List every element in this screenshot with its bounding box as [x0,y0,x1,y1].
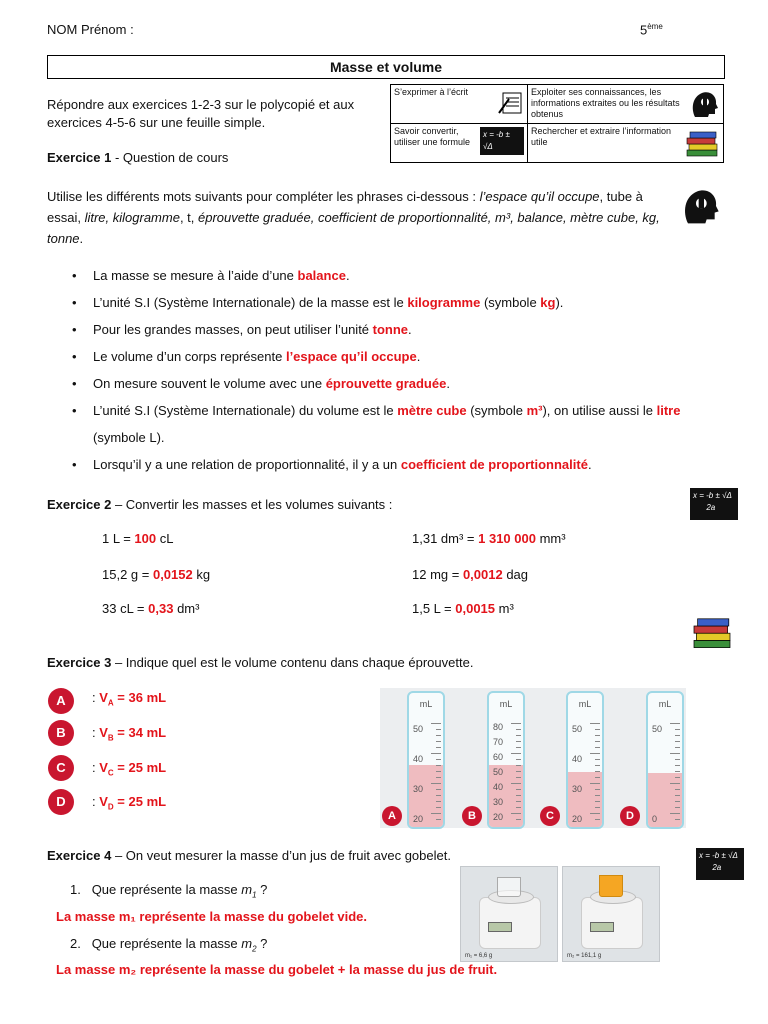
formula-icon: x = -b ± √Δ 2a [696,848,744,880]
graduation-tick [436,777,441,778]
ex1-heading [47,150,228,165]
scale [581,897,643,949]
graduation-tick [436,789,441,790]
graduation-tick [595,795,600,796]
intro-text: Répondre aux exercices 1-2-3 sur le polycopié et aux exercices 4-5-6 sur une feuille simple. [47,97,355,130]
ex1-instr-start: Utilise les différents mots suivants pour compléter les phrases ci-dessous : [47,189,480,204]
graduation-tick [516,759,521,760]
formula-icon: x = -b ± √Δ 2a [690,488,738,520]
graduation-tick [436,759,441,760]
graduation-tick [675,741,680,742]
graduation-tick [590,813,600,814]
ex4-answer-1: La masse m₁ représente la masse du gobelet vide. [56,909,368,924]
badge-c: C [48,755,74,781]
answer-c: : $V_C = 25$ mL [92,760,167,778]
graduation-tick [595,729,600,730]
graduation-tick [670,783,680,784]
graduation-tick [595,741,600,742]
skill-convert: Savoir convertir, utiliser une formule [394,126,471,147]
skill-writing: S’exprimer à l’écrit [394,87,469,97]
photo-empty-cup [460,866,558,962]
ex1-w3: litre, kilogramme [84,210,180,225]
skills-table [390,84,724,163]
graduation-tick [595,759,600,760]
formula-icon: x = -b ± √Δ 2a [480,127,524,155]
graduation-tick [595,771,600,772]
ex1-title: Exercice 1 [47,150,112,165]
thinking-head-icon [689,89,719,119]
graduation-tick [516,789,521,790]
graduation-tick [516,735,521,736]
graduation-tick [436,801,441,802]
ex3-heading [47,655,473,670]
graduation-tick [675,771,680,772]
photo-full-cup [562,866,660,962]
graduation-tick [670,723,680,724]
graduation-tick [675,759,680,760]
conversion-3: 15,2 g = 0,0152 kg [102,567,211,582]
graduation-tick [590,783,600,784]
books-icon [685,128,719,158]
cylinder-badge-c: C [540,806,560,826]
graduation-tick [436,771,441,772]
cylinder-d: mL 50 0 [646,691,684,829]
graduation-tick [516,771,521,772]
ex1-w6: . [79,231,84,246]
graduation-tick [595,747,600,748]
page-title: Masse et volume [47,55,725,79]
graduation-tick [675,819,680,820]
graduation-tick [431,783,441,784]
graduation-tick [436,807,441,808]
graduation-tick [595,801,600,802]
ex1-subtitle: - Question de cours [111,150,229,165]
list-item: • Pour les grandes masses, on peut utiliser l’unité tonne. [72,316,732,343]
ex3-title: Exercice 3 [47,655,112,670]
graduation-tick [436,747,441,748]
conversion-6: 1,5 L = 0,0015 m³ [412,601,514,616]
ex4-title: Exercice 4 [47,848,112,863]
graduation-tick [516,819,521,820]
skill-exploit: Exploiter ses connaissances, les informations extraites ou les résultats obtenus [531,87,680,119]
graduation-tick [516,795,521,796]
cylinder-badge-d: D [620,806,640,826]
graduation-tick [436,819,441,820]
answer-a: : $V_A = 36$ mL [92,690,167,708]
ex3-subtitle: – Indique quel est le volume contenu dans chaque éprouvette. [111,655,474,670]
conversion-5: 33 cL = 0,33 dm³ [102,601,200,616]
graduation-tick [675,789,680,790]
graduated-cylinders-figure [380,688,686,828]
cylinder-c: mL 50 40 30 20 [566,691,604,829]
writing-icon [497,89,523,115]
graduation-tick [511,813,521,814]
list-item: • L’unité S.I (Système Internationale) du volume est le mètre cube (symbole m³), on utilise aussi le litre (symbole L). [72,397,732,451]
ex4-heading [47,848,451,863]
badge-d: D [48,789,74,815]
skill-research: Rechercher et extraire l’information utile [531,126,672,147]
graduation-tick [516,777,521,778]
photo-caption-2: m₂ = 161,1 g [567,953,602,959]
cylinder-badge-a: A [382,806,402,826]
list-item: • Le volume d’un corps représente l’espace qu’il occupe. [72,343,732,370]
answer-b: : $V_B = 34$ mL [92,725,167,743]
graduation-tick [675,795,680,796]
list-item: • On mesure souvent le volume avec une éprouvette graduée. [72,370,732,397]
ex4-answer-2: La masse m₂ représente la masse du gobelet + la masse du jus de fruit. [56,962,498,977]
badge-b: B [48,720,74,746]
graduation-tick [675,801,680,802]
conversion-2: 1,31 dm³ = 1 310 000 mm³ [412,531,566,546]
list-item: • Lorsqu’il y a une relation de proportionnalité, il y a un coefficient de proportionnalité. [72,451,732,478]
graduation-tick [516,729,521,730]
graduation-tick [436,765,441,766]
graduation-tick [590,723,600,724]
list-item: • L’unité S.I (Système Internationale) de la masse est le kilogramme (symbole kg). [72,289,732,316]
graduation-tick [431,813,441,814]
name-label: NOM Prénom : [47,22,134,37]
conversion-4: 12 mg = 0,0012 dag [412,567,529,582]
ex1-bullets [72,262,732,478]
graduation-tick [675,765,680,766]
graduation-tick [675,729,680,730]
graduation-tick [595,819,600,820]
empty-cup [497,877,521,897]
grade-sup: ème [647,22,663,31]
graduation-tick [516,741,521,742]
conversion-1: 1 L = 100 cL [102,531,174,546]
graduation-tick [670,813,680,814]
ex4-subtitle: – On veut mesurer la masse d’un jus de fruit avec gobelet. [111,848,451,863]
graduation-tick [670,753,680,754]
ex1-w2: , tube à essai, [47,189,643,225]
cylinder-a: mL 50 40 30 20 [407,691,445,829]
answer-d: : $V_D = 25$ mL [92,794,167,812]
photo-caption-1: m₁ = 6,6 g [465,953,493,959]
ex1-w1: l’espace qu’il occupe [479,189,600,204]
graduation-tick [436,735,441,736]
graduation-tick [675,777,680,778]
graduation-tick [436,795,441,796]
graduation-tick [595,765,600,766]
ex2-subtitle: – Convertir les masses et les volumes suivants : [111,497,393,512]
ex4-question-1: 1. Que représente la masse $m_1$ ? [70,882,268,900]
graduation-tick [516,807,521,808]
graduation-tick [436,741,441,742]
grade-number: 5 [640,22,648,38]
books-icon [688,614,736,650]
graduation-tick [436,729,441,730]
graduation-tick [511,753,521,754]
graduation-tick [595,807,600,808]
ex1-instruction [47,186,675,249]
badge-a: A [48,688,74,714]
cylinder-b: mL 80 70 60 50 40 30 20 [487,691,525,829]
thinking-head-icon [680,184,720,228]
graduation-tick [431,723,441,724]
scale [479,897,541,949]
graduation-tick [595,789,600,790]
graduation-tick [516,801,521,802]
graduation-tick [675,807,680,808]
ex4-question-2: 2. Que représente la masse $m_2$ ? [70,936,268,954]
graduation-tick [516,747,521,748]
juice-cup [599,875,623,897]
grade-label [640,22,663,37]
graduation-tick [590,753,600,754]
graduation-tick [511,783,521,784]
ex2-title: Exercice 2 [47,497,112,512]
ex1-w5: éprouvette graduée, coefficient de proportionnalité, m³, balance, mètre cube, kg, tonne [47,210,660,246]
graduation-tick [595,735,600,736]
graduation-tick [516,765,521,766]
cylinder-badge-b: B [462,806,482,826]
graduation-tick [595,777,600,778]
list-item: • La masse se mesure à l’aide d’une balance. [72,262,732,289]
ex1-w4: , t, [179,210,198,225]
graduation-tick [511,723,521,724]
graduation-tick [431,753,441,754]
graduation-tick [675,735,680,736]
graduation-tick [675,747,680,748]
ex2-heading [47,497,392,512]
